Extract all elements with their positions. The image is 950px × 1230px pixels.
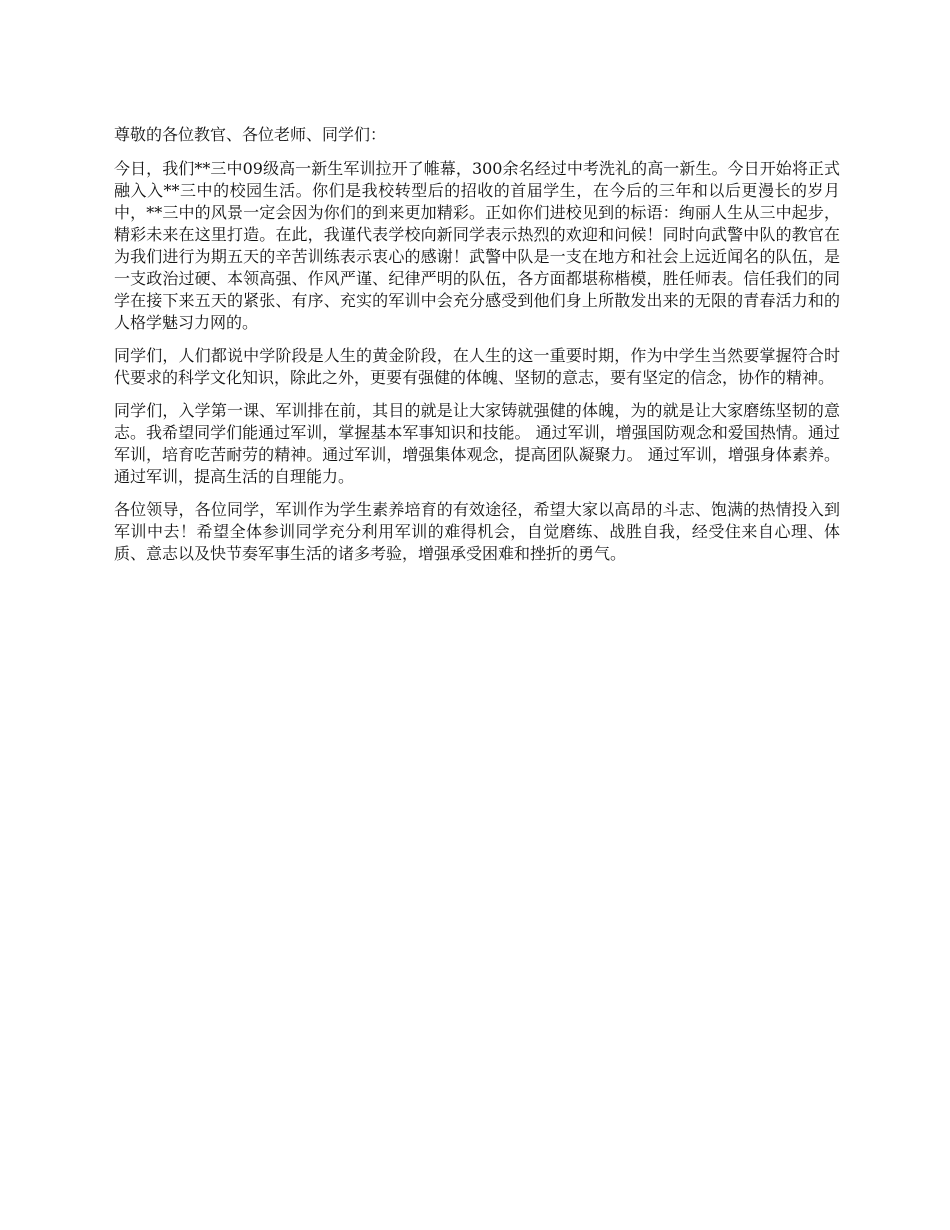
- speech-body: [114, 124, 840, 576]
- paragraph-welcome: 今日，我们**三中09级高一新生军训拉开了帷幕，300余名经过中考洗礼的高一新生。今日开始将正式融入入**三中的校园生活。你们是我校转型后的招收的首届学生，在今后的三年和以后更漫长的岁月中，**三中的风景一定会因为你们的到来更加精彩。正如你们进校见到的标语：绚丽人生从三中起步，精彩未来在这里打造。在此，我谨代表学校向新同学表示热烈的欢迎和问候！同时向武警中队的教官在为我们进行为期五天的辛苦训练表示衷心的感谢！武警中队是一支在地方和社会上远近闻名的队伍，是一支政治过硬、本领高强、作风严谨、纪律严明的队伍，各方面都堪称楷模，胜任师表。信任我们的同学在接下来五天的紧张、有序、充实的军训中会充分感受到他们身上所散发出来的无限的青春活力和的人格学魅习力网的。: [114, 159, 840, 332]
- paragraph-military-training-purpose: 同学们，入学第一课、军训排在前，其目的就是让大家铸就强健的体魄，为的就是让大家磨练坚韧的意志。我希望同学们能通过军训，掌握基本军事知识和技能。 通过军训，增强国防观念和爱国热情。通过军训，培育吃苦耐劳的精神。通过军训，增强集体观念，提高团队凝聚力。 通过军训，增强身体素养。通过军训，提高生活的自理能力。: [114, 401, 840, 486]
- paragraph-closing-hope: 各位领导，各位同学，军训作为学生素养培育的有效途径，希望大家以高昂的斗志、饱满的热情投入到军训中去！希望全体参训同学充分利用军训的难得机会，自觉磨练、战胜自我，经受住来自心理、体质、意志以及快节奏军事生活的诸多考验，增强承受困难和挫折的勇气。: [114, 500, 840, 563]
- paragraph-golden-stage: 同学们，人们都说中学阶段是人生的黄金阶段，在人生的这一重要时期，作为中学生当然要掌握符合时代要求的科学文化知识，除此之外，更要有强健的体魄、坚韧的意志，要有坚定的信念，协作的精神。: [114, 346, 840, 387]
- greeting-line: 尊敬的各位教官、各位老师、同学们：: [114, 125, 387, 144]
